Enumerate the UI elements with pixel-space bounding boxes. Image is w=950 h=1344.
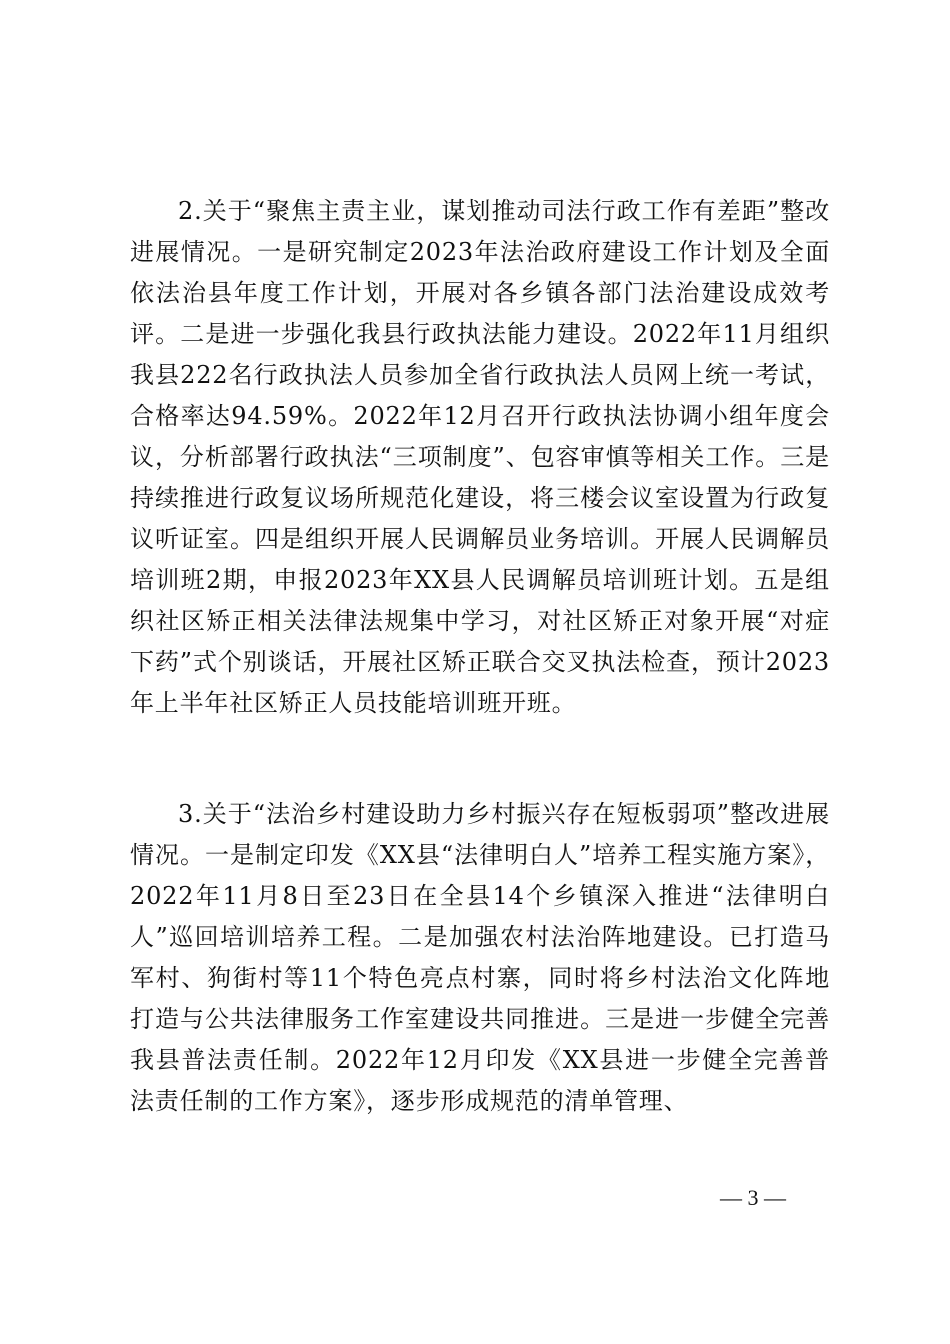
page-number: — 3 —	[720, 1185, 786, 1210]
paragraph-item-2: 2.关于“聚焦主责主业，谋划推动司法行政工作有差距”整改进展情况。一是研究制定2023年法治政府建设工作计划及全面依法治县年度工作计划，开展对各乡镇各部门法治建设成效考评。二是进一步强化我县行政执法能力建设。2022年11月组织我县222名行政执法人员参加全省行政执法人员网上统一考试，合格率达94.59%。2022年12月召开行政执法协调小组年度会议，分析部署行政执法“三项制度”、包容审慎等相关工作。三是持续推进行政复议场所规范化建设，将三楼会议室设置为行政复议听证室。四是组织开展人民调解员业务培训。开展人民调解员培训班2期，申报2023年XX县人民调解员培训班计划。五是组织社区矫正相关法律法规集中学习，对社区矫正对象开展“对症下药”式个别谈话，开展社区矫正联合交叉执法检查，预计2023年上半年社区矫正人员技能培训班开班。	[130, 197, 830, 717]
paragraph-item-3: 3.关于“法治乡村建设助力乡村振兴存在短板弱项”整改进展情况。一是制定印发《XX县“法律明白人”培养工程实施方案》，2022年11月8日至23日在全县14个乡镇深入推进“法律明白人”巡回培训培养工程。二是加强农村法治阵地建设。已打造马军村、狗街村等11个特色亮点村寨，同时将乡村法治文化阵地打造与公共法律服务工作室建设共同推进。三是进一步健全完善我县普法责任制。2022年12月印发《XX县进一步健全完善普法责任制的工作方案》，逐步形成规范的清单管理、	[130, 800, 830, 1115]
